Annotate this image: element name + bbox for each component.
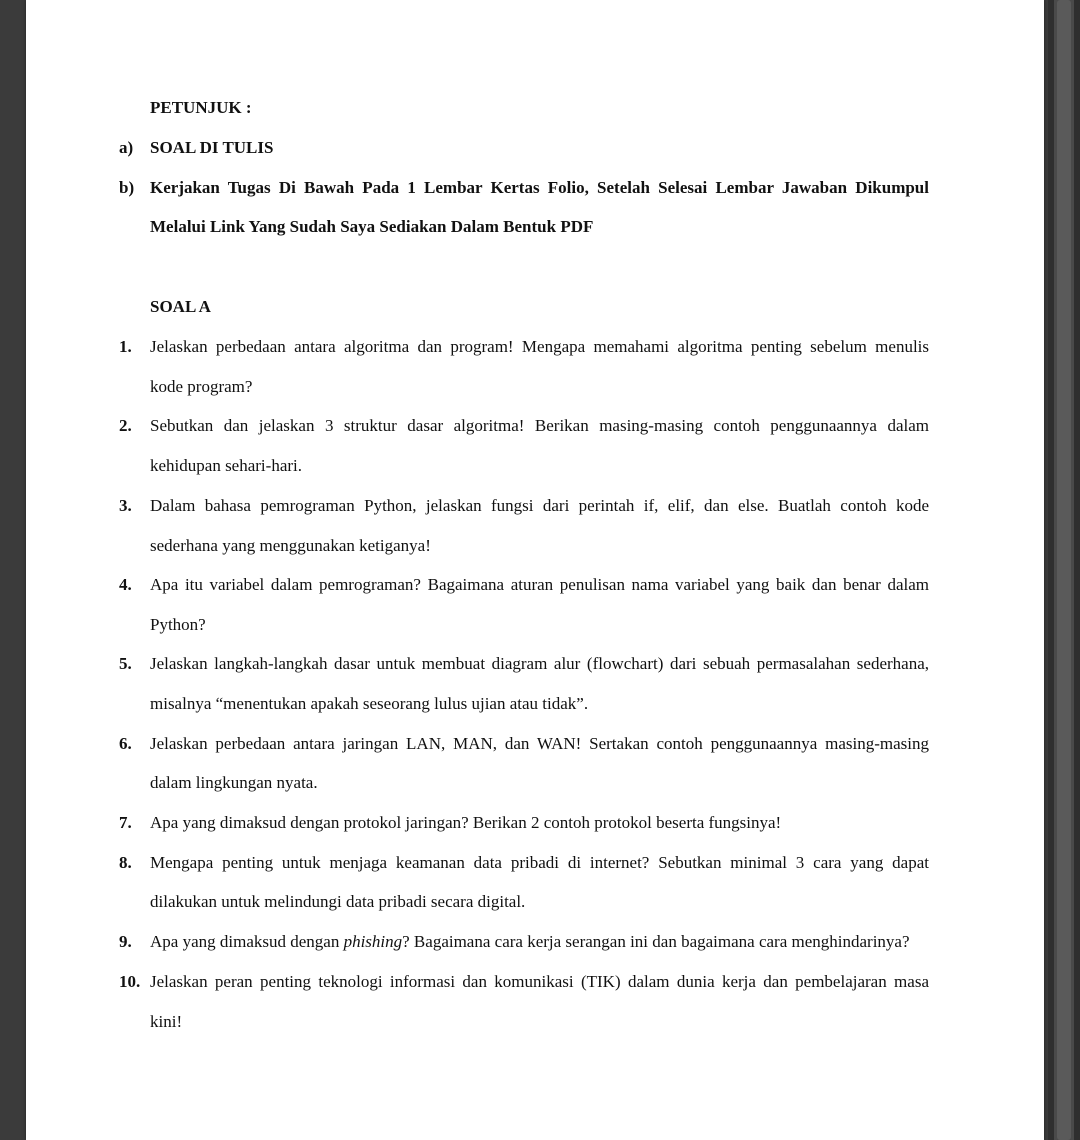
- scrollbar-thumb[interactable]: [1057, 0, 1071, 1140]
- question-5-line2: misalnya “menentukan apakah seseorang lulus ujian atau tidak”.: [150, 694, 589, 713]
- question-3-line1: [150, 496, 929, 516]
- question-number: 4.: [119, 575, 132, 594]
- question-2-line1: [150, 416, 929, 436]
- question-text: Jelaskan perbedaan antara jaringan LAN, MAN, dan WAN! Sertakan contoh penggunaannya masing-masing: [150, 734, 929, 753]
- instruction-a-text: SOAL DI TULIS: [150, 138, 274, 157]
- question-text: Dalam bahasa pemrograman Python, jelaskan fungsi dari perintah if, elif, dan else. Buatlah contoh kode: [150, 496, 929, 515]
- instruction-b-line2: Melalui Link Yang Sudah Saya Sediakan Dalam Bentuk PDF: [150, 217, 594, 236]
- question-2-line2: kehidupan sehari-hari.: [150, 456, 302, 475]
- question-number: 10.: [119, 972, 141, 991]
- question-text: Sebutkan dan jelaskan 3 struktur dasar algoritma! Berikan masing-masing contoh penggunaannya dalam: [150, 416, 929, 435]
- question-10-line2: kini!: [150, 1012, 183, 1031]
- question-5-line1: [150, 654, 929, 674]
- question-number: 1.: [119, 337, 132, 356]
- question-text: Apa yang dimaksud dengan: [150, 932, 344, 951]
- question-8-line2: dilakukan untuk melindungi data pribadi secara digital.: [150, 892, 526, 911]
- question-1-line1: [150, 337, 929, 357]
- question-text: Jelaskan perbedaan antara algoritma dan program! Mengapa memahami algoritma penting sebelum menulis: [150, 337, 929, 356]
- question-number: 9.: [119, 932, 132, 951]
- instructions-heading: PETUNJUK :: [150, 98, 252, 117]
- question-text: ? Bagaimana cara kerja serangan ini dan bagaimana cara menghindarinya?: [402, 932, 910, 951]
- question-4-line1: [150, 575, 929, 595]
- question-6-line2: dalam lingkungan nyata.: [150, 773, 318, 792]
- document-page: [26, 0, 1044, 1140]
- question-3-line2: sederhana yang menggunakan ketiganya!: [150, 536, 431, 555]
- question-7-line1: Apa yang dimaksud dengan protokol jaringan? Berikan 2 contoh protokol beserta fungsinya!: [150, 813, 782, 832]
- question-8-line1: [150, 853, 929, 873]
- question-number: 3.: [119, 496, 132, 515]
- question-number: 8.: [119, 853, 132, 872]
- instruction-b-line1-text: Kerjakan Tugas Di Bawah Pada 1 Lembar Kertas Folio, Setelah Selesai Lembar Jawaban Dikumpul: [150, 178, 929, 197]
- question-italic-term: phishing: [343, 932, 403, 951]
- question-number: 5.: [119, 654, 132, 673]
- instruction-marker-a: a): [119, 138, 134, 157]
- question-1-line2: kode program?: [150, 377, 253, 396]
- question-9-line1: [150, 932, 910, 952]
- section-heading: SOAL A: [150, 297, 211, 316]
- question-10-line1: [150, 972, 929, 992]
- question-6-line1: [150, 734, 929, 754]
- instruction-marker-b: b): [119, 178, 135, 197]
- question-text: Jelaskan peran penting teknologi informasi dan komunikasi (TIK) dalam dunia kerja dan pembelajaran masa: [150, 972, 929, 991]
- question-text: Mengapa penting untuk menjaga keamanan data pribadi di internet? Sebutkan minimal 3 cara yang dapat: [150, 853, 929, 872]
- question-text: Apa itu variabel dalam pemrograman? Bagaimana aturan penulisan nama variabel yang baik dan benar dalam: [150, 575, 929, 594]
- instruction-b-line1: [150, 178, 929, 198]
- question-number: 2.: [119, 416, 132, 435]
- question-number: 7.: [119, 813, 132, 832]
- question-number: 6.: [119, 734, 132, 753]
- question-text: Jelaskan langkah-langkah dasar untuk membuat diagram alur (flowchart) dari sebuah permasalahan sederhana,: [150, 654, 929, 673]
- question-4-line2: Python?: [150, 615, 206, 634]
